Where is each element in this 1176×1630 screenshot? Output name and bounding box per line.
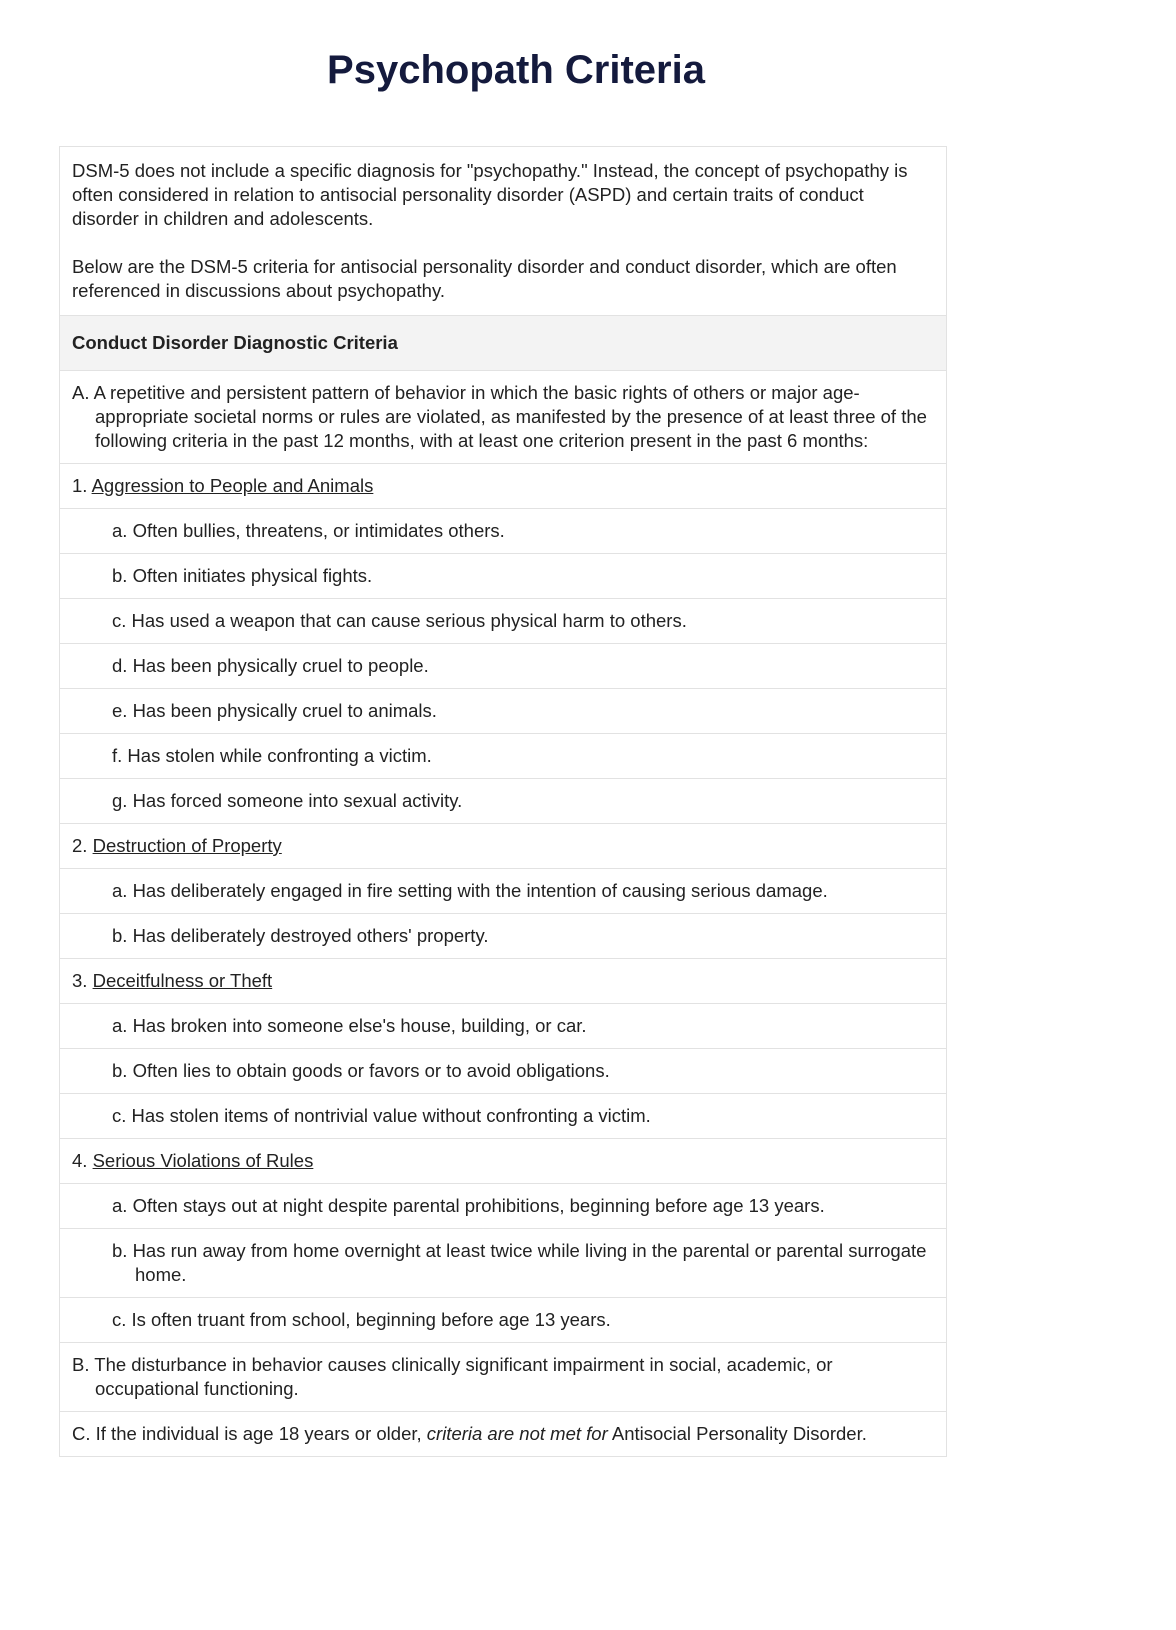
criteria-item: a. Often bullies, threatens, or intimidates others. <box>60 508 946 553</box>
criteria-item: g. Has forced someone into sexual activity. <box>60 778 946 823</box>
group-number: 4. <box>72 1150 93 1171</box>
criteria-item: a. Often stays out at night despite parental prohibitions, beginning before age 13 years. <box>60 1183 946 1228</box>
criteria-item: c. Has stolen items of nontrivial value without confronting a victim. <box>60 1093 946 1138</box>
criteria-item: d. Has been physically cruel to people. <box>60 643 946 688</box>
section-header: Conduct Disorder Diagnostic Criteria <box>60 315 946 370</box>
group-title: Destruction of Property <box>92 835 282 856</box>
intro-paragraph: DSM-5 does not include a specific diagnosis for "psychopathy." Instead, the concept of psychopathy is often considered in relation to antisocial personality disorder (ASPD) and certain traits of conduct disorder in children and adolescents. <box>72 160 908 229</box>
page-title: Psychopath Criteria <box>327 48 705 92</box>
group-title: Aggression to People and Animals <box>91 475 374 496</box>
group-number: 2. <box>72 835 93 856</box>
criteria-item: f. Has stolen while confronting a victim. <box>60 733 946 778</box>
criteria-table <box>59 146 947 1457</box>
criteria-group-heading <box>60 1138 946 1183</box>
criterion-c-italic: criteria are not met for <box>426 1423 608 1444</box>
criterion-b: B. The disturbance in behavior causes clinically significant impairment in social, academic, or occupational functioning. <box>60 1342 946 1411</box>
criteria-item: e. Has been physically cruel to animals. <box>60 688 946 733</box>
criteria-group-heading <box>60 463 946 508</box>
criterion-c <box>60 1411 946 1456</box>
criteria-item: b. Often initiates physical fights. <box>60 553 946 598</box>
group-title: Serious Violations of Rules <box>92 1150 314 1171</box>
criterion-c-text: C. If the individual is age 18 years or older, <box>72 1423 427 1444</box>
criterion-c-text: Antisocial Personality Disorder. <box>607 1423 867 1444</box>
criteria-item: a. Has deliberately engaged in fire setting with the intention of causing serious damage. <box>60 868 946 913</box>
criteria-group-heading <box>60 958 946 1003</box>
criterion-a: A. A repetitive and persistent pattern of behavior in which the basic rights of others or major age-appropriate societal norms or rules are violated, as manifested by the presence of at least three of the following criteria in the past 12 months, with at least one criterion present in the past 6 months: <box>60 370 946 463</box>
criteria-item: b. Has run away from home overnight at least twice while living in the parental or parental surrogate home. <box>60 1228 946 1297</box>
group-title: Deceitfulness or Theft <box>92 970 273 991</box>
criteria-group-heading <box>60 823 946 868</box>
group-number: 1. <box>72 475 92 496</box>
criteria-item: b. Has deliberately destroyed others' property. <box>60 913 946 958</box>
group-number: 3. <box>72 970 93 991</box>
intro-cell <box>60 147 946 315</box>
criteria-item: b. Often lies to obtain goods or favors or to avoid obligations. <box>60 1048 946 1093</box>
criteria-item: c. Has used a weapon that can cause serious physical harm to others. <box>60 598 946 643</box>
intro-paragraph: Below are the DSM-5 criteria for antisocial personality disorder and conduct disorder, which are often referenced in discussions about psychopathy. <box>72 256 897 301</box>
criteria-item: c. Is often truant from school, beginning before age 13 years. <box>60 1297 946 1342</box>
criteria-item: a. Has broken into someone else's house, building, or car. <box>60 1003 946 1048</box>
